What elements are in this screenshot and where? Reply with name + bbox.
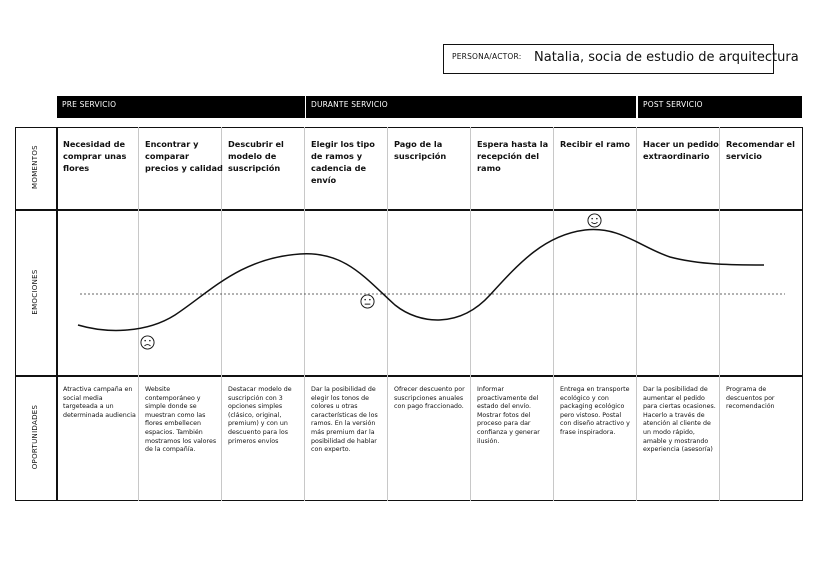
opportunity-8: Dar la posibilidad de aumentar el pedido para ciertas ocasiones. Hacerlo a través de atención al cliente de un modo rápido, amable y mostrando experiencia (asesoría)	[643, 386, 716, 454]
opportunity-3: Destacar modelo de suscripción con 3 opciones simples (clásico, original, premium) y con un descuento para los primeros envíos	[228, 386, 292, 445]
row-label-momentos: MOMENTOS	[31, 145, 39, 189]
moment-5: Pago de la suscripción	[394, 139, 447, 161]
opportunity-1: Atractiva campaña en social media targeteada a un determinada audiencia	[63, 386, 136, 419]
persona-label: PERSONA/ACTOR:	[452, 52, 522, 61]
opportunity-9: Programa de descuentos por recomendación	[726, 386, 775, 411]
moment-6: Espera hasta la recepción del ramo	[477, 139, 549, 173]
opportunity-6: Informar proactivamente del estado del envío. Mostrar fotos del proceso para dar confianza y generar ilusión.	[477, 386, 540, 445]
moment-4: Elegir los tipo de ramos y cadencia de envío	[311, 139, 375, 185]
row-label-emociones: EMOCIONES	[31, 269, 39, 315]
phase-durante-servicio: DURANTE SERVICIO	[306, 96, 636, 118]
moment-7: Recibir el ramo	[560, 139, 631, 149]
phase-pre-servicio: PRE SERVICIO	[57, 96, 305, 118]
opportunity-4: Dar la posibilidad de elegir los tonos de colores u otras características de los ramos. En la versión más premium dar la posibilidad de hablar con experto.	[311, 386, 378, 454]
moment-9: Recomendar el servicio	[726, 139, 795, 161]
opportunity-2: Website contemporáneo y simple donde se muestran como las flores embellecen espacios. También mostramos los valores de la compañía.	[145, 386, 217, 454]
moment-2: Encontrar y comparar precios y calidad	[145, 139, 223, 173]
happy-face-icon	[587, 213, 602, 228]
opportunity-5: Ofrecer descuento por suscripciones anuales con pago fraccionado.	[394, 386, 465, 411]
opportunity-7: Entrega en transporte ecológico y con packaging ecológico pero vistoso. Postal con diseño atractivo y frase inspiradora.	[560, 386, 630, 436]
neutral-face-icon	[360, 294, 375, 309]
moment-3: Descubrir el modelo de suscripción	[228, 139, 284, 173]
moment-1: Necesidad de comprar unas flores	[63, 139, 127, 173]
sad-face-icon	[140, 335, 155, 350]
row-label-oportunidades: OPORTUNIDADES	[31, 404, 39, 470]
moment-8: Hacer un pedido extraordinario	[643, 139, 719, 161]
emotion-line	[78, 229, 764, 330]
persona-name: Natalia, socia de estudio de arquitectura	[534, 50, 799, 65]
phase-post-servicio: POST SERVICIO	[638, 96, 802, 118]
